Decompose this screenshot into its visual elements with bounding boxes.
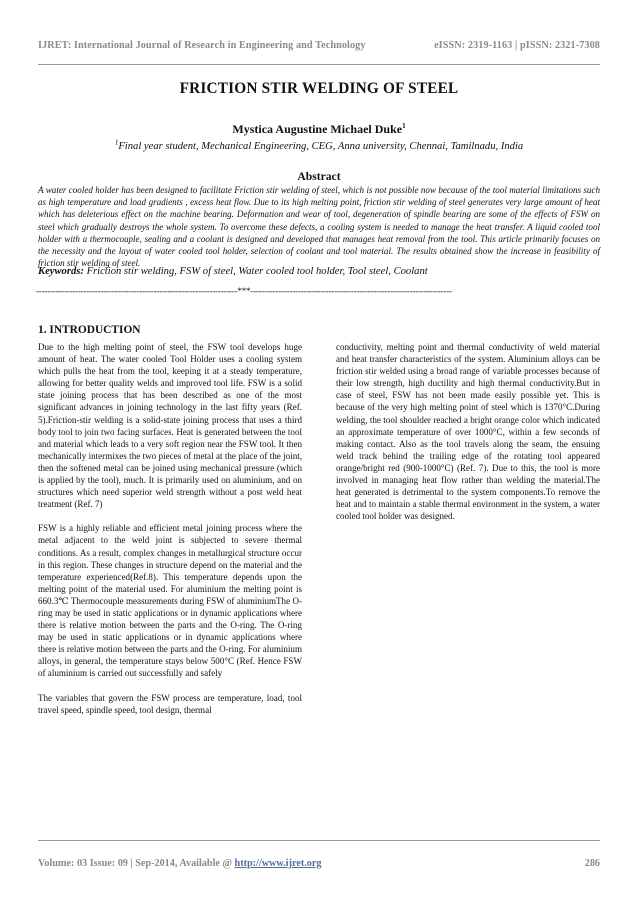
left-column xyxy=(38,341,302,728)
keywords xyxy=(38,266,600,277)
keywords-label: Keywords: xyxy=(38,266,84,277)
abstract-text: A water cooled holder has been designed to facilitate Friction stir welding of steel, which is not possible now because of the tool material limitations such as high temperature and load gradients , excess heat flow. Due to its high melting point, friction stir welding of steel generates very large amount of heat which has deleterious effect on the machine bearing. Deformation and wear of tool, degeneration of spindle bearing are some of the effects of FSW on steel which gradually destroys the whole system. To overcome these defects, a cooling system is needed to manage the heat transfer. A liquid cooled tool holder with a thermocouple, sealing and a coolant is designed and developed that manages heat removal from the tool. This article primarily focuses on the necessity and the layout of water cooled tool holder, selection of coolant and tool material. The results obtained show the increase in feasibility of friction stir welding of steel. xyxy=(38,185,600,269)
section-divider: ------------------------------------------------------------------------***------------------------------------------------------------------------ xyxy=(36,286,452,296)
author-superscript: 1 xyxy=(402,122,406,130)
running-header xyxy=(38,40,600,51)
affiliation: Final year student, Mechanical Engineering, CEG, Anna university, Chennai, Tamilnadu, India xyxy=(118,141,524,152)
footer-volume-line xyxy=(38,858,322,869)
volume-info: Volume: 03 Issue: 09 | Sep-2014, Available @ xyxy=(38,858,235,869)
affiliation-superscript: 1 xyxy=(114,138,119,147)
paragraph: conductivity, melting point and thermal conductivity of weld material and heat transfer characteristics of the system. Aluminium alloys can be friction stir welded using a broad range of variable processes because of their low strength, high ductility and high thermal conductivity.But in case of steel, FSW has not been made easily possible yet. This is because of the very high melting point of steel which is 1370°C.During welding, the tool shoulder reached a bright orange color which indicated an approximate temperature of over 1000°C, within a few seconds of making contact. Also as the tool travels along the seam, the ensuing weld track behind the trailing edge of the rotating tool appeared orange/bright red (900-1000°C) (Ref. 7). Due to this, the tool is more involved in managing heat flow rather than welding the material.The heat generated is detrimental to the system components.To remove the heat and to maintain a stable thermal environment in the system, a water cooled tool holder was designed. xyxy=(336,342,600,522)
paragraph: FSW is a highly reliable and efficient metal joining process where the metal adjacent to the weld joint is subjected to severe thermal conditions. As a result, complex changes in metallurgical structure occur in this region. These changes in structure depend on the material and the temperature experienced(Ref.8). This temperature depends upon the melting point of the material used. For aluminium the melting point is 660.3℃ Thermocouple measurements during FSW of aluminiumThe O-ring may be used in static applications or in dynamic applications where there is relative motion between the parts and the O-ring. The O-ring may be used in static applications or in dynamic applications where there is relative motion between the parts and the O-ring. For aluminium alloys, in general, the temperature stays below 500°C (Ref. Hence FSW of aluminium is carried out successfully and safely xyxy=(38,523,302,679)
abstract-heading: Abstract xyxy=(297,170,341,183)
section-heading-introduction: 1. INTRODUCTION xyxy=(38,324,141,336)
author-line xyxy=(0,122,638,137)
paragraph: The variables that govern the FSW process are temperature, load, tool travel speed, spindle speed, tool design, thermal xyxy=(38,692,302,715)
right-column xyxy=(336,341,600,534)
running-footer xyxy=(38,858,600,869)
journal-link[interactable]: http://www.ijret.org xyxy=(234,858,322,869)
page-number: 286 xyxy=(584,858,600,869)
paper-title: FRICTION STIR WELDING OF STEEL xyxy=(179,80,459,97)
footer-rule xyxy=(38,840,600,841)
keywords-text: Friction stir welding, FSW of steel, Water cooled tool holder, Tool steel, Coolant xyxy=(86,266,428,277)
paragraph: Due to the high melting point of steel, the FSW tool develops huge amount of heat. The water cooled Tool Holder uses a cooling system which pulls the heat from the tool, keeping it at a steady temperature, allowing for better quality welds and improved tool life. FSW is a solid state joining process that has been described as one of the most significant advances in joining technology in the last fifty years (Ref. 5).Friction-stir welding is a solid-state joining process that uses a third body tool to join two facing surfaces. Heat is generated between the tool and material which leads to a very soft region near the FSW tool. It then mechanically intermixes the two pieces of metal at the place of the joint, then the softened metal can be joined using mechanical pressure (which is applied by the tool), much. It is primarily used on aluminium, and on structures which need superior weld strength without a post weld heat treatment (Ref. 7) xyxy=(38,342,302,510)
author-name: Mystica Augustine Michael Duke xyxy=(232,122,403,136)
header-rule xyxy=(38,64,600,65)
issn: eISSN: 2319-1163 | pISSN: 2321-7308 xyxy=(434,40,600,51)
affiliation-line xyxy=(0,138,638,152)
journal-name: IJRET: International Journal of Research in Engineering and Technology xyxy=(38,40,366,51)
